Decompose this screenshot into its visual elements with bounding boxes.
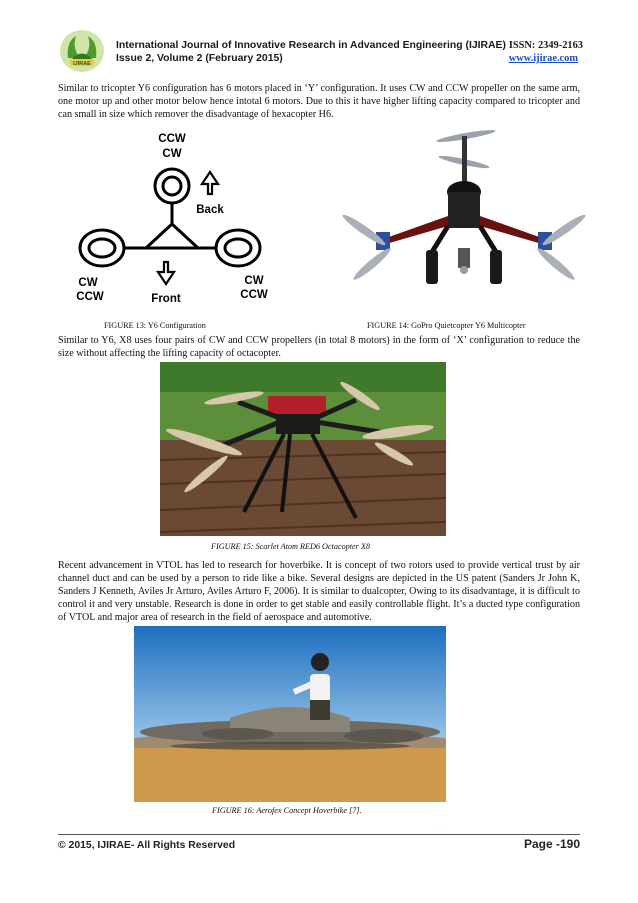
y6-multicopter-photo — [336, 126, 590, 320]
copyright-notice: © 2015, IJIRAE- All Rights Reserved — [58, 840, 236, 851]
figure-13-caption: FIGURE 13: Y6 Configuration — [104, 321, 206, 330]
octacopter-photo — [160, 362, 446, 536]
figure-16-caption: FIGURE 16: Aerofex Concept Hoverbike [7]. — [212, 806, 362, 815]
journal-title — [116, 40, 583, 51]
left-motor-outer — [80, 230, 124, 266]
paragraph-y6: Similar to tricopter Y6 configuration has 6 motors placed in ‘Y’ configuration. It uses CW and CCW propeller on the same arm, one motor up and other motor below hence intotal 6 motors. Due to this it have higher lifting capacity compared to tricopter and can small in size which remover the disadvantage of hexacopter H6. — [58, 83, 580, 120]
top-label-ccw: CCW — [158, 133, 186, 145]
right-motor-outer — [216, 230, 260, 266]
right-label-cw: CW — [244, 275, 264, 287]
page-number: Page -190 — [523, 837, 580, 851]
right-motor-inner — [225, 239, 251, 257]
right-label-ccw: CCW — [240, 289, 268, 301]
left-label-cw: CW — [78, 277, 98, 289]
paragraph-x8: Similar to Y6, X8 uses four pairs of CW and CCW propellers (in total 8 motors) in the form of ‘X’ configuration to reduce the size without affecting the lifting capacity of octacopter. — [58, 335, 580, 359]
paragraph-hoverbike: Recent advancement in VTOL has led to research for hoverbike. It is concept of two rotors used to provide vertical trust by air channel duct and can be used by a person to ride like a bike. Several designs are depicted in the US patent (Sanders Jr John K, Sanders J Kenneth, Aviles Jr Arturo, Aviles Arturo F, 2006). It is similar to dualcopter, Owing to its disadvantage, it is difficult to control it and very unstable. Research is done in order to get stable and easily controllable flight. It’s a ducted type configuration of VTOL and major area of research in the field of aerospace and automotive. — [58, 560, 580, 623]
left-label-ccw: CCW — [76, 291, 104, 303]
front-label: Front — [151, 293, 181, 305]
top-motor-inner — [163, 177, 181, 195]
footer-divider — [58, 834, 580, 835]
hoverbike-photo — [134, 626, 446, 802]
y6-configuration-diagram — [68, 128, 282, 310]
issn: ISSN: 2349-2163 — [508, 40, 583, 51]
back-label: Back — [196, 204, 224, 216]
journal-name: International Journal of Innovative Research in Advanced Engineering (IJIRAE) — [116, 40, 506, 51]
journal-logo — [58, 28, 106, 74]
top-label-cw: CW — [162, 148, 182, 160]
left-motor-inner — [89, 239, 115, 257]
front-arrow-icon — [158, 262, 174, 284]
figure-15-caption: FIGURE 15: Scarlet Atom RED6 Octacopter X8 — [211, 542, 371, 551]
issue-info: Issue 2, Volume 2 (February 2015) — [116, 53, 283, 64]
journal-website-link[interactable]: www.ijirae.com — [508, 53, 578, 64]
svg-text:IJIRAE: IJIRAE — [73, 61, 91, 67]
top-motor-outer — [155, 169, 189, 203]
back-arrow-icon — [202, 172, 218, 194]
figure-14-caption: FIGURE 14: GoPro Quietcopter Y6 Multicopter — [367, 321, 526, 330]
